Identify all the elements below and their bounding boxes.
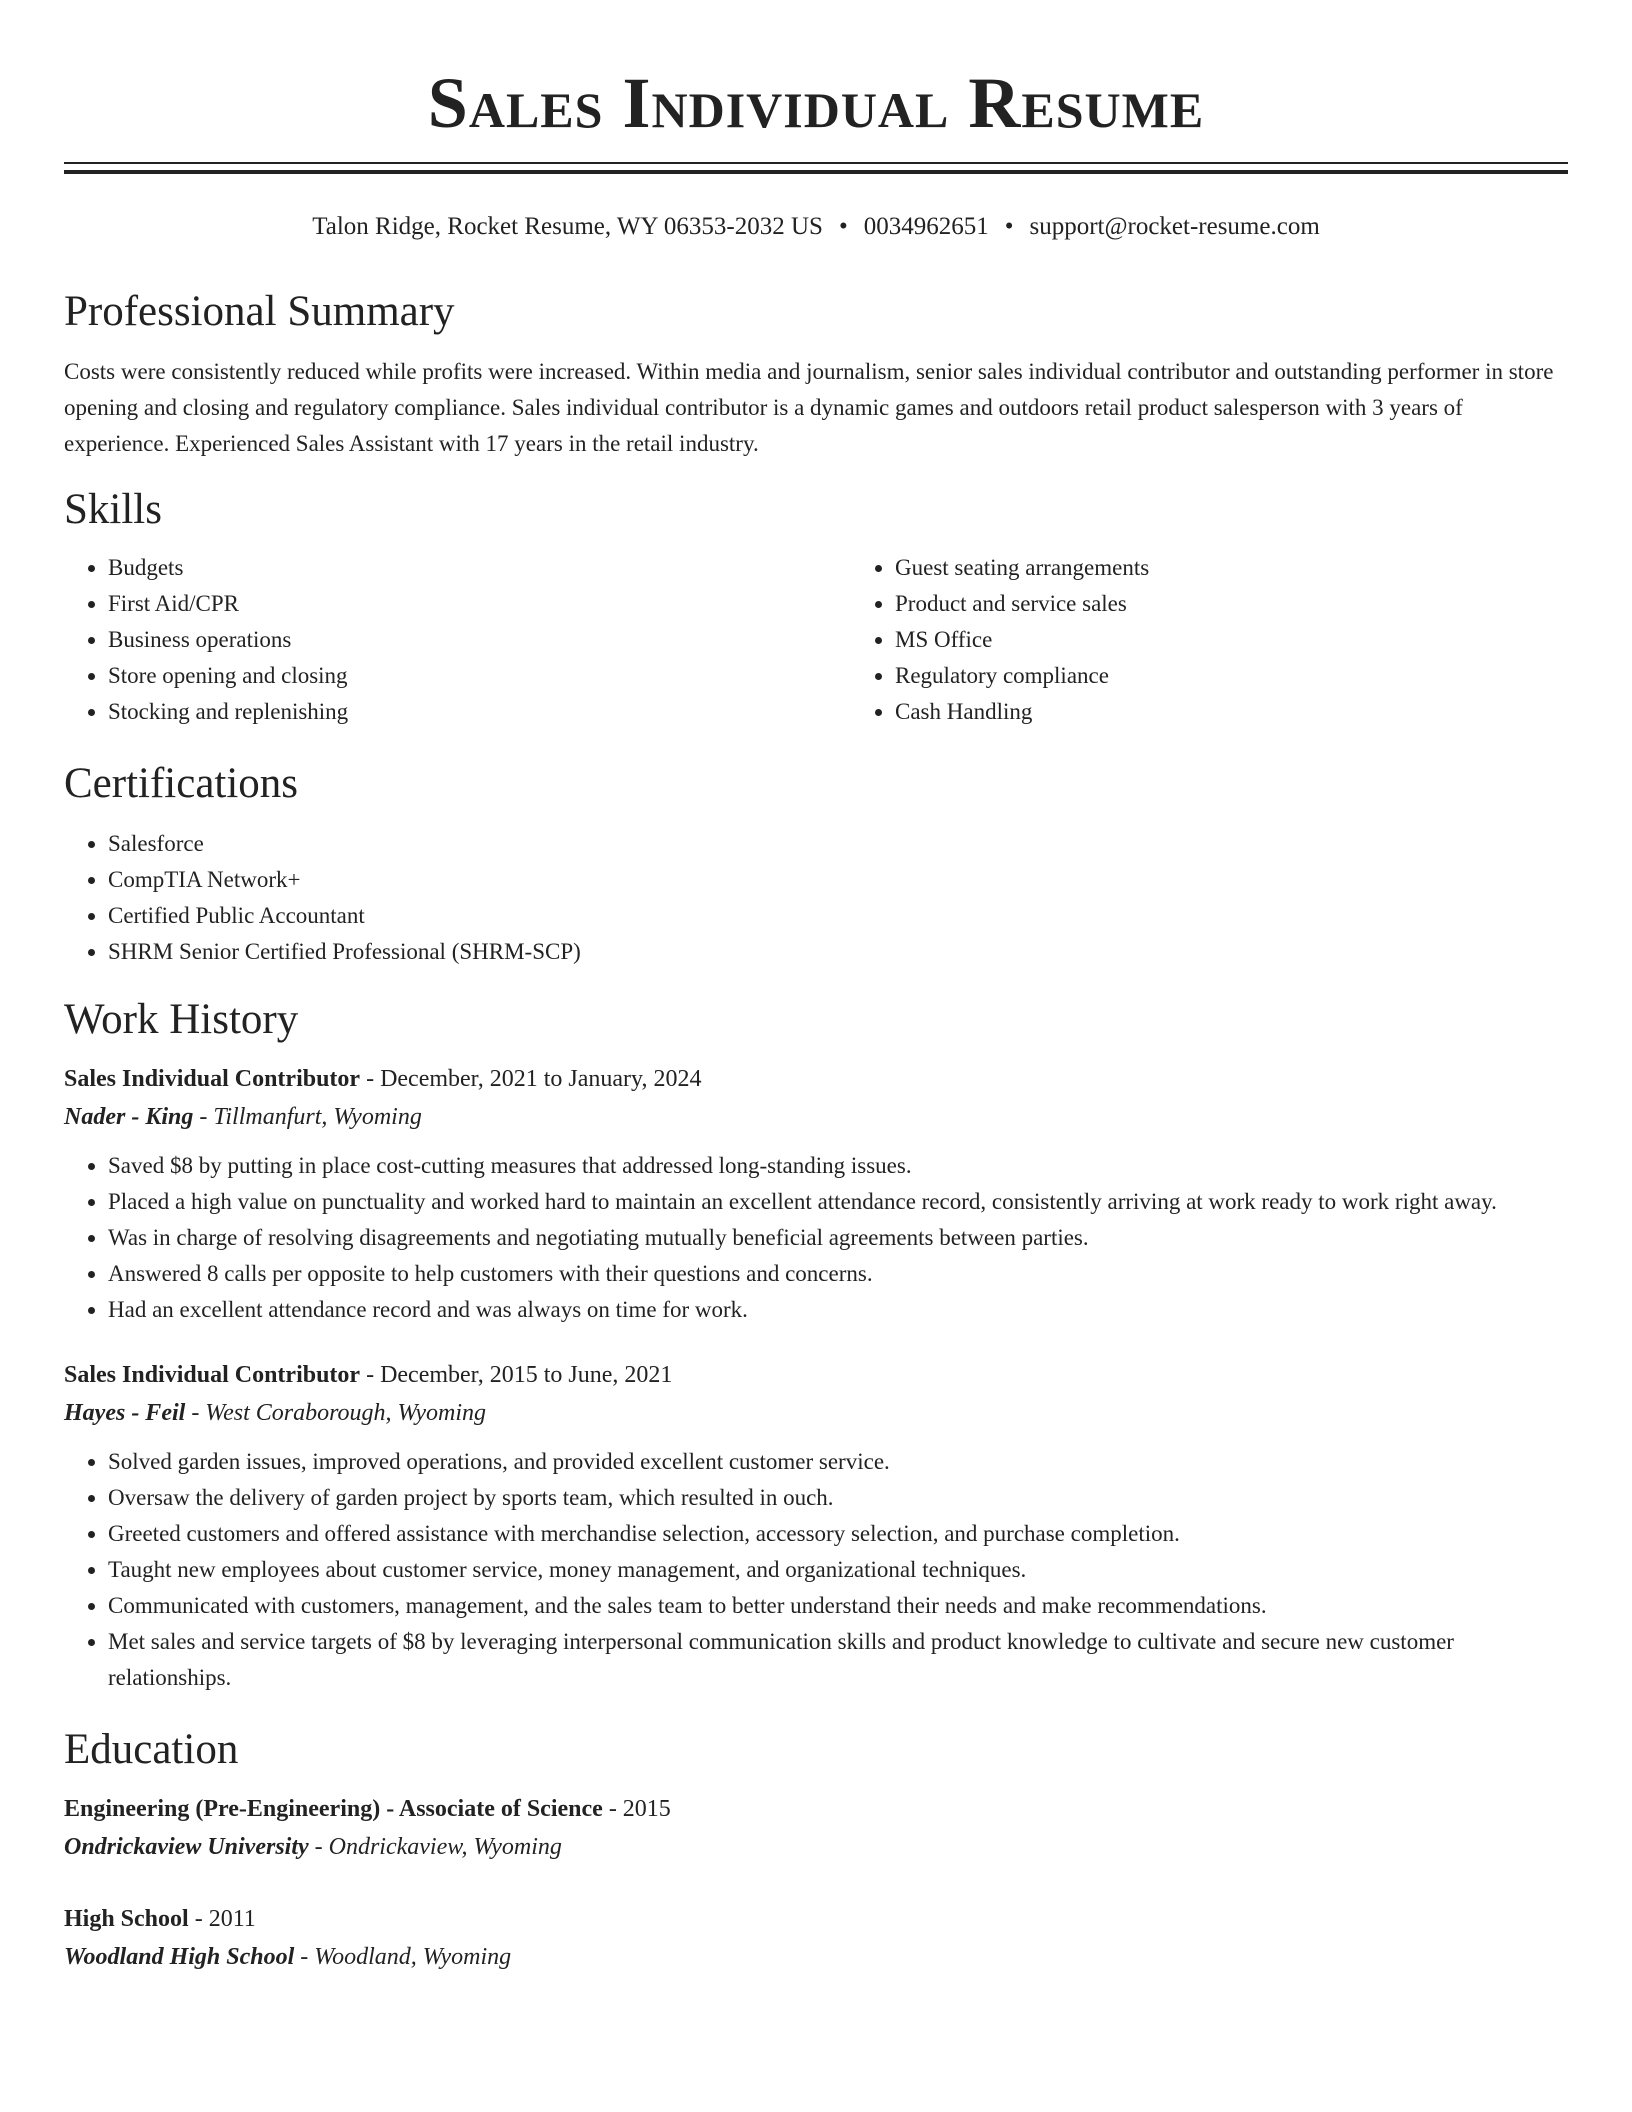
education-degree: High School — [64, 1906, 189, 1932]
contact-phone: 0034962651 — [863, 213, 989, 240]
education-school: Woodland High School — [64, 1944, 295, 1970]
summary-text: Costs were consistently reduced while profits were increased. Within media and journalism, senior sales individual contributor and outstanding performer in store opening and closing and regulatory compliance. Sales individual contributor is a dynamic games and outdoors retail product salesperson with 3 years of experience. Experienced Sales Assistant with 17 years in the retail industry. — [64, 359, 1554, 456]
job-location: - West Coraborough, Wyoming — [185, 1400, 486, 1426]
work-history-heading: Work History — [64, 996, 299, 1043]
job-bullet: • Had an excellent attendance record and was always on time for work. — [108, 1292, 1568, 1328]
job-bullet: • Taught new employees about customer service, money management, and organizational techniques. — [108, 1552, 1568, 1588]
job-bullet: • Was in charge of resolving disagreements and negotiating mutually beneficial agreements between parties. — [108, 1220, 1568, 1256]
education-year: - 2015 — [602, 1796, 671, 1822]
contact-email: support@rocket-resume.com — [1029, 213, 1320, 240]
skill-item: • Product and service sales — [895, 586, 1632, 622]
contact-separator: • — [838, 213, 848, 240]
job-entry — [64, 1060, 1568, 1328]
skill-item: • Regulatory compliance — [895, 658, 1632, 694]
job-company: Hayes - Feil — [64, 1400, 186, 1426]
skills-heading: Skills — [64, 486, 162, 533]
education-degree-line — [64, 1900, 1568, 1938]
education-school-line — [64, 1938, 1568, 1976]
resume-name: Sales Individual Resume — [427, 63, 1205, 143]
education-year: - 2011 — [188, 1906, 256, 1932]
education-entry — [64, 1900, 1568, 1976]
skill-item: • MS Office — [895, 622, 1632, 658]
education-school: Ondrickaview University — [64, 1834, 309, 1860]
contact-address: Talon Ridge, Rocket Resume, WY 06353-2032 US — [312, 213, 823, 240]
job-company: Nader - King — [64, 1104, 194, 1130]
skill-item: • Stocking and replenishing — [108, 694, 851, 730]
job-bullet: • Answered 8 calls per opposite to help customers with their questions and concerns. — [108, 1256, 1568, 1292]
certification-item: • Certified Public Accountant — [108, 898, 1568, 934]
certification-item: • Salesforce — [108, 826, 1568, 862]
job-company-line — [64, 1394, 1568, 1432]
skill-item: • Business operations — [108, 622, 851, 658]
skills-grid — [64, 550, 1568, 730]
skill-item: • Budgets — [108, 550, 851, 586]
certifications-list — [64, 826, 1568, 970]
job-entry — [64, 1356, 1568, 1696]
job-company-line — [64, 1098, 1568, 1136]
certification-item: • SHRM Senior Certified Professional (SHRM-SCP) — [108, 934, 1568, 970]
contact-line — [64, 210, 1568, 244]
job-bullets — [64, 1148, 1568, 1328]
education-entry — [64, 1790, 1568, 1866]
summary-heading: Professional Summary — [64, 288, 455, 335]
job-bullet: • Placed a high value on punctuality and worked hard to maintain an excellent attendance record, consistently arriving at work ready to work right away. — [108, 1184, 1568, 1220]
contact-separator: • — [1004, 213, 1014, 240]
skill-item: • Guest seating arrangements — [895, 550, 1632, 586]
job-bullet: • Oversaw the delivery of garden project by sports team, which resulted in ouch. — [108, 1480, 1568, 1516]
job-bullet: • Saved $8 by putting in place cost-cutting measures that addressed long-standing issues. — [108, 1148, 1568, 1184]
job-bullet: • Communicated with customers, management, and the sales team to better understand their needs and make recommendations. — [108, 1588, 1568, 1624]
job-title-line — [64, 1356, 1568, 1394]
education-degree: Engineering (Pre-Engineering) - Associate of Science — [64, 1796, 603, 1822]
certifications-heading: Certifications — [64, 760, 299, 807]
job-dates: - December, 2021 to January, 2024 — [360, 1066, 702, 1092]
skill-item: • Store opening and closing — [108, 658, 851, 694]
skill-item: • First Aid/CPR — [108, 586, 851, 622]
skills-column-right — [851, 550, 1632, 730]
job-location: - Tillmanfurt, Wyoming — [193, 1104, 422, 1130]
skill-item: • Cash Handling — [895, 694, 1632, 730]
job-bullets — [64, 1444, 1568, 1696]
job-title: Sales Individual Contributor — [64, 1066, 361, 1092]
job-title-line — [64, 1060, 1568, 1098]
education-heading: Education — [64, 1726, 239, 1773]
education-location: - Woodland, Wyoming — [294, 1944, 512, 1970]
job-bullet: • Solved garden issues, improved operations, and provided excellent customer service. — [108, 1444, 1568, 1480]
education-school-line — [64, 1828, 1568, 1866]
education-location: - Ondrickaview, Wyoming — [308, 1834, 562, 1860]
job-title: Sales Individual Contributor — [64, 1362, 361, 1388]
header-divider — [64, 162, 1568, 174]
certification-item: • CompTIA Network+ — [108, 862, 1568, 898]
skills-column-left — [64, 550, 851, 730]
education-degree-line — [64, 1790, 1568, 1828]
job-bullet: • Met sales and service targets of $8 by leveraging interpersonal communication skills and product knowledge to cultivate and secure new customer relationships. — [108, 1624, 1568, 1696]
job-dates: - December, 2015 to June, 2021 — [360, 1362, 673, 1388]
job-bullet: • Greeted customers and offered assistance with merchandise selection, accessory selection, and purchase completion. — [108, 1516, 1568, 1552]
